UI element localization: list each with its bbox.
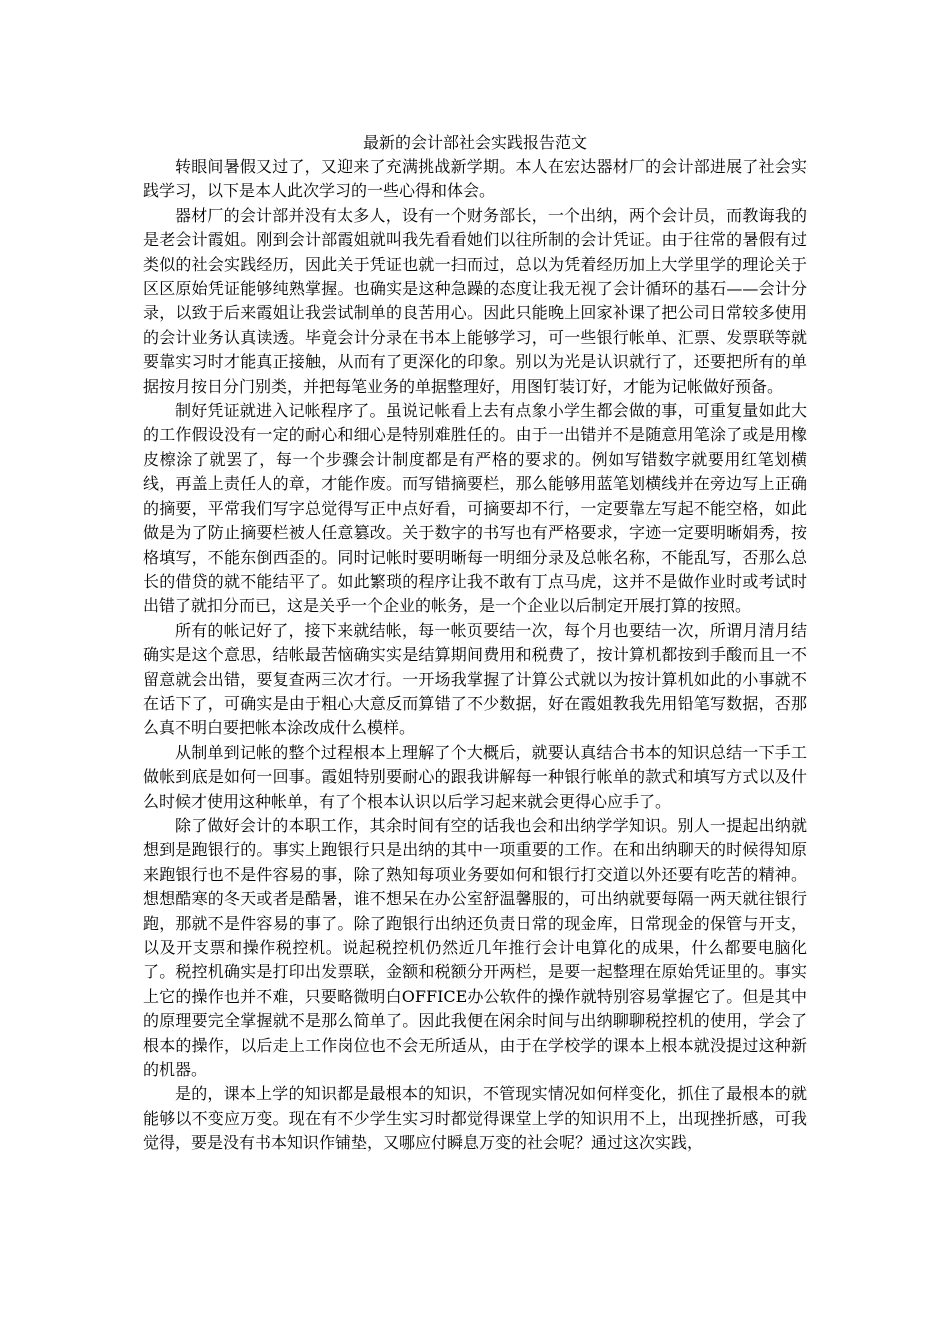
paragraph-7: 是的，课本上学的知识都是最根本的知识，不管现实情况如何样变化，抓住了最根本的就能够以不变应万变。现在有不少学生实习时都觉得课堂上学的知识用不上，出现挫折感，可我觉得，要是没有书本知识作铺垫，又哪应付瞬息万变的社会呢？通过这次实践， [143, 1084, 807, 1153]
document-page [143, 131, 807, 1156]
paragraph-6: 除了做好会计的本职工作，其余时间有空的话我也会和出纳学学知识。别人一提起出纳就想到是跑银行的。事实上跑银行只是出纳的其中一项重要的工作。在和出纳聊天的时候得知原来跑银行也不是件容易的事，除了熟知每项业务要如何和银行打交道以外还要有吃苦的精神。想想酷寒的冬天或者是酷暑，谁不想呆在办公室舒温馨服的，可出纳就要每隔一两天就往银行跑，那就不是件容易的事了。除了跑银行出纳还负责日常的现金库，日常现金的保管与开支，以及开支票和操作税控机。说起税控机仍然近几年推行会计电算化的成果，什么都要电脑化了。税控机确实是打印出发票联，金额和税额分开两栏，是要一起整理在原始凭证里的。事实上它的操作也并不难，只要略微明白OFFICE办公软件的操作就特别容易掌握它了。但是其中的原理要完全掌握就不是那么简单了。因此我便在闲余时间与出纳聊聊税控机的使用，学会了根本的操作，以后走上工作岗位也不会无所适从，由于在学校学的课本上根本就没提过这种新的机器。 [143, 815, 807, 1080]
paragraph-3: 制好凭证就进入记帐程序了。虽说记帐看上去有点象小学生都会做的事，可重复量如此大的工作假设没有一定的耐心和细心是特别难胜任的。由于一出错并不是随意用笔涂了或是用橡皮檫涂了就罢了，每一个步骤会计制度都是有严格的要求的。例如写错数字就要用红笔划横线，再盖上责任人的章，才能作废。而写错摘要栏，那么能够用蓝笔划横线并在旁边写上正确的摘要，平常我们写字总觉得写正中点好看，可摘要却不行，一定要靠左写起不能空格，如此做是为了防止摘要栏被人任意篡改。关于数字的书写也有严格要求，字迹一定要明晰娟秀，按格填写，不能东倒西歪的。同时记帐时要明晰每一明细分录及总帐名称，不能乱写，否那么总长的借贷的就不能结平了。如此繁琐的程序让我不敢有丁点马虎，这并不是做作业时或考试时出错了就扣分而已，这是关乎一个企业的帐务，是一个企业以后制定开展打算的按照。 [143, 401, 807, 616]
paragraph-2: 器材厂的会计部并没有太多人，设有一个财务部长，一个出纳，两个会计员，而教诲我的是老会计霞姐。刚到会计部霞姐就叫我先看看她们以往所制的会计凭证。由于往常的暑假有过类似的社会实践经历，因此关于凭证也就一扫而过，总以为凭着经历加上大学里学的理论关于区区原始凭证能够纯熟掌握。也确实是这种急躁的态度让我无视了会计循环的基石——会计分录，以致于后来霞姐让我尝试制单的良苦用心。因此只能晚上回家补课了把公司日常较多使用的会计业务认真读透。毕竟会计分录在书本上能够学习，可一些银行帐单、汇票、发票联等就要靠实习时才能真正接触，从而有了更深化的印象。别以为光是认识就行了，还要把所有的单据按月按日分门别类，并把每笔业务的单据整理好，用图钉装订好，才能为记帐做好预备。 [143, 205, 807, 396]
paragraph-5: 从制单到记帐的整个过程根本上理解了个大概后，就要认真结合书本的知识总结一下手工做帐到底是如何一回事。霞姐特别要耐心的跟我讲解每一种银行帐单的款式和填写方式以及什么时候才使用这种帐单，有了个根本认识以后学习起来就会更得心应手了。 [143, 742, 807, 811]
paragraph-1: 转眼间暑假又过了，又迎来了充满挑战新学期。本人在宏达器材厂的会计部进展了社会实践学习，以下是本人此次学习的一些心得和体会。 [143, 157, 807, 201]
document-title: 最新的会计部社会实践报告范文 [362, 133, 587, 152]
paragraph-4: 所有的帐记好了，接下来就结帐，每一帐页要结一次，每个月也要结一次，所谓月清月结确实是这个意思，结帐最苦恼确实实是结算期间费用和税费了，按计算机都按到手酸而且一不留意就会出错，要复查两三次才行。一开场我掌握了计算公式就以为按计算机如此的小事就不在话下了，可确实是由于粗心大意反而算错了不少数据，好在霞姐教我先用铅笔写数据，否那么真不明白要把帐本涂改成什么模样。 [143, 620, 807, 738]
